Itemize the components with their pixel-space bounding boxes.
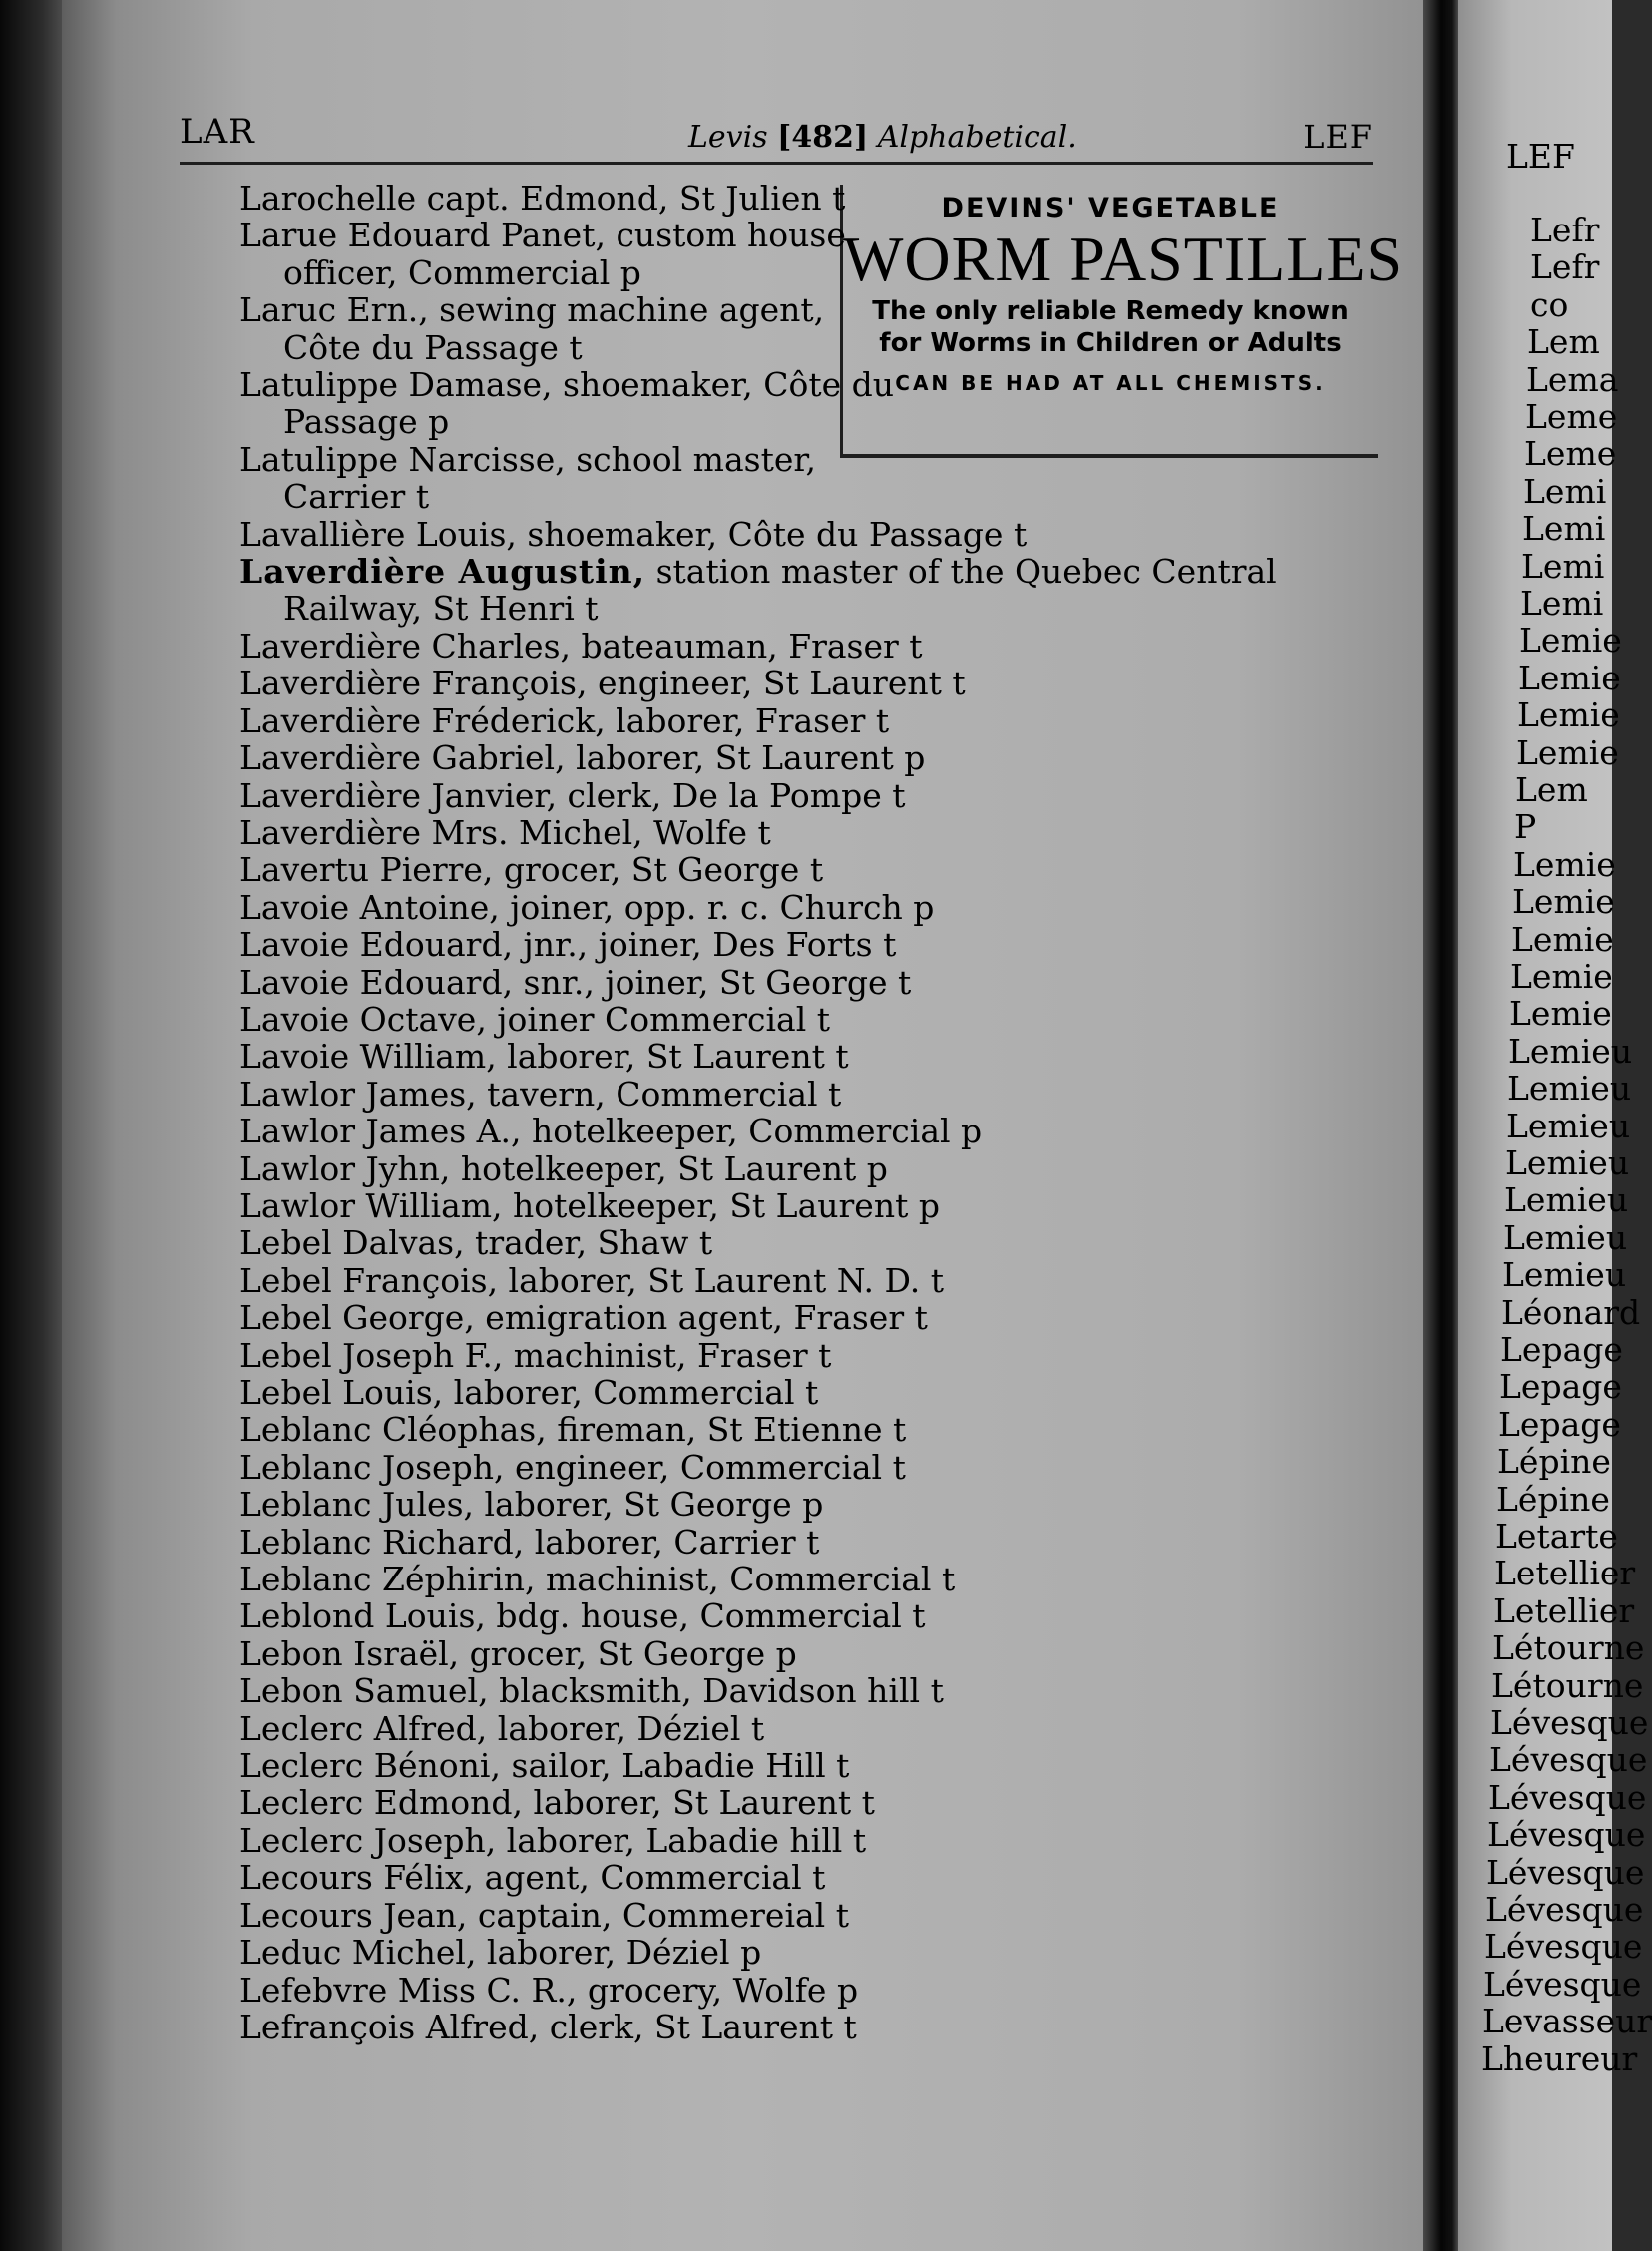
adjacent-page-fragment: Lévesque xyxy=(1490,1703,1649,1742)
entry-text: Leblanc Jules, laborer, St George p xyxy=(239,1485,824,1525)
adjacent-page-fragment: Lévesque xyxy=(1487,1815,1646,1855)
adjacent-page-fragment: Lemie xyxy=(1516,732,1619,772)
directory-entry xyxy=(239,1672,1377,1709)
directory-entry xyxy=(239,1635,1377,1672)
entry-text: Lawlor William, hotelkeeper, St Laurent p xyxy=(239,1185,940,1225)
entry-text: Laverdière Mrs. Michel, Wolfe t xyxy=(239,812,771,852)
directory-entry xyxy=(239,1972,1377,2009)
directory-entry xyxy=(239,1822,1377,1859)
adjacent-page-fragment: Lheureur xyxy=(1481,2038,1638,2078)
directory-entry xyxy=(239,1113,1377,1149)
adjacent-page-fragment: co xyxy=(1530,284,1569,324)
directory-entry xyxy=(239,1001,1377,1038)
entry-text: Lebon Israël, grocer, St George p xyxy=(239,1633,797,1673)
directory-entry xyxy=(239,553,1421,628)
ad-note: CAN BE HAD AT ALL CHEMISTS. xyxy=(895,371,1326,395)
directory-entry xyxy=(239,1337,1377,1374)
book-edge xyxy=(0,0,70,2251)
header-title xyxy=(688,120,1077,155)
directory-entry xyxy=(239,628,1377,665)
entry-text: Lavoie Antoine, joiner, opp. r. c. Church p xyxy=(239,887,935,927)
directory-entry xyxy=(239,1486,1377,1523)
adjacent-page-fragment: Lemie xyxy=(1517,695,1620,735)
ad-brand: DEVINS' VEGETABLE xyxy=(941,193,1280,224)
directory-entry xyxy=(239,1076,1377,1113)
entry-text: Laverdière Janvier, clerk, De la Pompe t xyxy=(239,775,906,815)
directory-entry xyxy=(239,777,1377,814)
ad-title: WORM PASTILLES xyxy=(843,224,1404,294)
entry-text: Leclerc Bénoni, sailor, Labadie Hill t xyxy=(239,1746,850,1786)
adjacent-page-fragment: Lévesque xyxy=(1484,1927,1643,1967)
directory-entry xyxy=(239,739,1377,776)
adjacent-page xyxy=(1458,0,1652,2251)
directory-entry xyxy=(239,1224,1377,1261)
entry-text: Laverdière Fréderick, laborer, Fraser t xyxy=(239,700,890,740)
entry-text: Lavoie Octave, joiner Commercial t xyxy=(239,999,831,1039)
adjacent-page-fragment: Lévesque xyxy=(1485,1890,1644,1929)
entry-text: Lavoie Edouard, jnr., joiner, Des Forts t xyxy=(239,925,897,965)
entry-text: Lebon Samuel, blacksmith, Davidson hill t xyxy=(239,1671,944,1711)
entry-text: Lebel Joseph F., machinist, Fraser t xyxy=(239,1335,832,1375)
entry-text: Leclerc Alfred, laborer, Déziel t xyxy=(239,1708,765,1748)
header-town: Levis xyxy=(688,120,778,155)
adjacent-page-fragment: Lemieu xyxy=(1503,1217,1628,1257)
adjacent-page-fragment: Lemie xyxy=(1518,658,1621,697)
ad-description: The only reliable Remedy known for Worms in Children or Adults xyxy=(872,296,1349,358)
adjacent-page-fragment: Lemieu xyxy=(1504,1180,1629,1220)
entry-text: Laruc Ern., sewing machine agent, Côte du Passage t xyxy=(239,290,825,367)
adjacent-page-fragment: Letellier xyxy=(1494,1554,1636,1593)
directory-entry xyxy=(239,441,902,516)
directory-entries xyxy=(239,179,1404,2046)
entry-text: Lawlor James A., hotelkeeper, Commercial p xyxy=(239,1112,983,1151)
adjacent-page-fragment: Lepage xyxy=(1498,1404,1621,1444)
entry-text: station master of the Quebec Central Railway, St Henri t xyxy=(283,552,1277,629)
adjacent-page-fragment: Lemie xyxy=(1519,621,1622,661)
page-number: [482] xyxy=(777,120,869,155)
header-range-end: LEF xyxy=(1303,118,1373,156)
entry-text: Latulippe Narcisse, school master, Carrier t xyxy=(239,439,816,517)
adjacent-page-fragment: Léonard xyxy=(1501,1292,1641,1332)
entry-text: Lecours Jean, captain, Commereial t xyxy=(239,1895,849,1935)
entry-text: Lawlor James, tavern, Commercial t xyxy=(239,1074,842,1114)
directory-entry xyxy=(239,964,1377,1001)
directory-entry xyxy=(239,1038,1377,1075)
book-gutter xyxy=(1423,0,1462,2251)
adjacent-page-header: LEF xyxy=(1506,137,1575,176)
directory-entry xyxy=(239,1859,1377,1896)
entry-text: Lebel Dalvas, trader, Shaw t xyxy=(239,1223,713,1263)
directory-entry xyxy=(239,665,1377,701)
adjacent-page-fragment: Lemi xyxy=(1522,509,1606,549)
entry-text: Leblond Louis, bdg. house, Commercial t xyxy=(239,1596,926,1636)
header-rule xyxy=(180,162,1373,165)
adjacent-page-fragment: Lévesque xyxy=(1488,1777,1647,1817)
adjacent-page-fragment: Lévesque xyxy=(1483,1964,1642,2004)
entry-text: Leclerc Joseph, laborer, Labadie hill t xyxy=(239,1820,867,1860)
adjacent-page-fragment: Lem xyxy=(1527,322,1600,362)
directory-entry xyxy=(239,1747,1377,1784)
adjacent-page-fragment: Lemie xyxy=(1509,994,1612,1034)
directory-entry xyxy=(239,366,902,441)
directory-entry xyxy=(239,1561,1377,1597)
adjacent-page-fragment: Lemi xyxy=(1523,471,1607,511)
adjacent-page-fragment: Leme xyxy=(1524,434,1617,474)
entry-text: Lavallière Louis, shoemaker, Côte du Passage t xyxy=(239,514,1028,554)
directory-entry xyxy=(239,1262,1377,1299)
adjacent-page-fragment: Lépine xyxy=(1497,1442,1611,1482)
adjacent-page-fragment: Létourne xyxy=(1491,1665,1644,1705)
entry-text: Leclerc Edmond, laborer, St Laurent t xyxy=(239,1783,875,1823)
directory-entry xyxy=(239,1597,1377,1634)
entry-text: Laverdière Charles, bateauman, Fraser t xyxy=(239,626,923,666)
adjacent-page-fragment: Lefr xyxy=(1530,247,1600,287)
directory-entry xyxy=(239,1449,1377,1486)
entry-text: Lavertu Pierre, grocer, St George t xyxy=(239,850,824,890)
adjacent-page-fragment: Lem xyxy=(1515,770,1588,809)
entry-text: Leblanc Cléophas, fireman, St Etienne t xyxy=(239,1410,907,1450)
adjacent-page-fragment: Lepage xyxy=(1500,1330,1623,1369)
adjacent-page-fragment: Lemieu xyxy=(1502,1255,1627,1295)
adjacent-page-fragment: Lema xyxy=(1526,359,1619,399)
directory-entry xyxy=(239,2009,1377,2045)
directory-entry xyxy=(239,217,902,291)
entry-text: Latulippe Damase, shoemaker, Côte du Passage p xyxy=(239,365,895,442)
entry-text: Larochelle capt. Edmond, St Julien t xyxy=(239,179,846,218)
entry-text: Lebel François, laborer, St Laurent N. D. t xyxy=(239,1260,944,1300)
running-header xyxy=(180,112,1373,162)
entry-text: Laverdière François, engineer, St Laurent t xyxy=(239,664,966,703)
adjacent-page-fragment: Lévesque xyxy=(1486,1852,1645,1892)
adjacent-page-fragment: Lepage xyxy=(1499,1367,1622,1407)
directory-entry xyxy=(239,1150,1377,1187)
entry-text: Leblanc Joseph, engineer, Commercial t xyxy=(239,1447,906,1487)
adjacent-page-fragment: Lemi xyxy=(1520,584,1604,623)
entry-text: Lawlor Jyhn, hotelkeeper, St Laurent p xyxy=(239,1148,888,1188)
adjacent-page-fragment: Lemieu xyxy=(1508,1031,1633,1071)
directory-entry xyxy=(239,851,1377,888)
adjacent-page-fragment: Letellier xyxy=(1493,1590,1635,1630)
adjacent-page-fragment: Lemie xyxy=(1513,844,1616,884)
directory-entry xyxy=(239,926,1377,963)
directory-entry xyxy=(239,1524,1377,1561)
entry-text: Lebel Louis, laborer, Commercial t xyxy=(239,1373,819,1412)
adjacent-page-fragment: Lévesque xyxy=(1489,1740,1648,1780)
entry-text: Lefebvre Miss C. R., grocery, Wolfe p xyxy=(239,1970,859,2010)
adjacent-page-fragment: Letarte xyxy=(1495,1517,1618,1556)
header-section: Alphabetical. xyxy=(868,120,1077,155)
entry-text: Lavoie William, laborer, St Laurent t xyxy=(239,1037,849,1077)
entry-text: Leblanc Richard, laborer, Carrier t xyxy=(239,1522,820,1562)
directory-entry xyxy=(239,291,902,366)
entry-text: Lavoie Edouard, snr., joiner, St George t xyxy=(239,962,912,1002)
adjacent-page-fragment: Létourne xyxy=(1492,1628,1645,1668)
directory-entry xyxy=(239,516,1377,553)
entry-text: Lebel George, emigration agent, Fraser t xyxy=(239,1298,928,1338)
adjacent-page-fragment: Lemieu xyxy=(1505,1143,1630,1182)
directory-entry xyxy=(239,1374,1377,1411)
adjacent-page-fragment: Levasseur xyxy=(1482,2002,1652,2041)
adjacent-page-fragment: Leme xyxy=(1525,397,1618,436)
entry-name-bold: Laverdière Augustin, xyxy=(239,552,646,592)
directory-entry xyxy=(239,889,1377,926)
adjacent-page-fragment: Lemieu xyxy=(1507,1069,1632,1109)
entry-text: Laverdière Gabriel, laborer, St Laurent p xyxy=(239,738,926,778)
directory-entry xyxy=(239,1897,1377,1934)
adjacent-page-fragment: Lemie xyxy=(1510,957,1613,996)
adjacent-page-fragment: Lemi xyxy=(1521,546,1605,586)
adjacent-page-fragment: Lépine xyxy=(1496,1479,1610,1519)
directory-entry xyxy=(239,814,1377,851)
directory-entry xyxy=(239,180,902,217)
entry-text: Leblanc Zéphirin, machinist, Commercial t xyxy=(239,1560,956,1599)
adjacent-page-fragment: Lemieu xyxy=(1506,1106,1631,1145)
entry-text: Lecours Félix, agent, Commercial t xyxy=(239,1858,826,1898)
directory-entry xyxy=(239,1299,1377,1336)
directory-entry xyxy=(239,1934,1377,1971)
directory-entry xyxy=(239,1710,1377,1747)
adjacent-page-fragment: Lemie xyxy=(1511,919,1614,959)
entry-text: Larue Edouard Panet, custom house officer, Commercial p xyxy=(239,216,846,292)
adjacent-page-fragment: P xyxy=(1514,807,1537,847)
directory-entry xyxy=(239,702,1377,739)
entry-text: Lefrançois Alfred, clerk, St Laurent t xyxy=(239,2007,857,2046)
adjacent-page-fragment: Lemie xyxy=(1512,882,1615,922)
directory-entry xyxy=(239,1411,1377,1448)
directory-entry xyxy=(239,1187,1377,1224)
adjacent-page-fragment: Lefr xyxy=(1530,211,1600,249)
directory-entry xyxy=(239,1784,1377,1821)
entry-text: Leduc Michel, laborer, Déziel p xyxy=(239,1933,762,1973)
header-range-start: LAR xyxy=(180,112,255,152)
